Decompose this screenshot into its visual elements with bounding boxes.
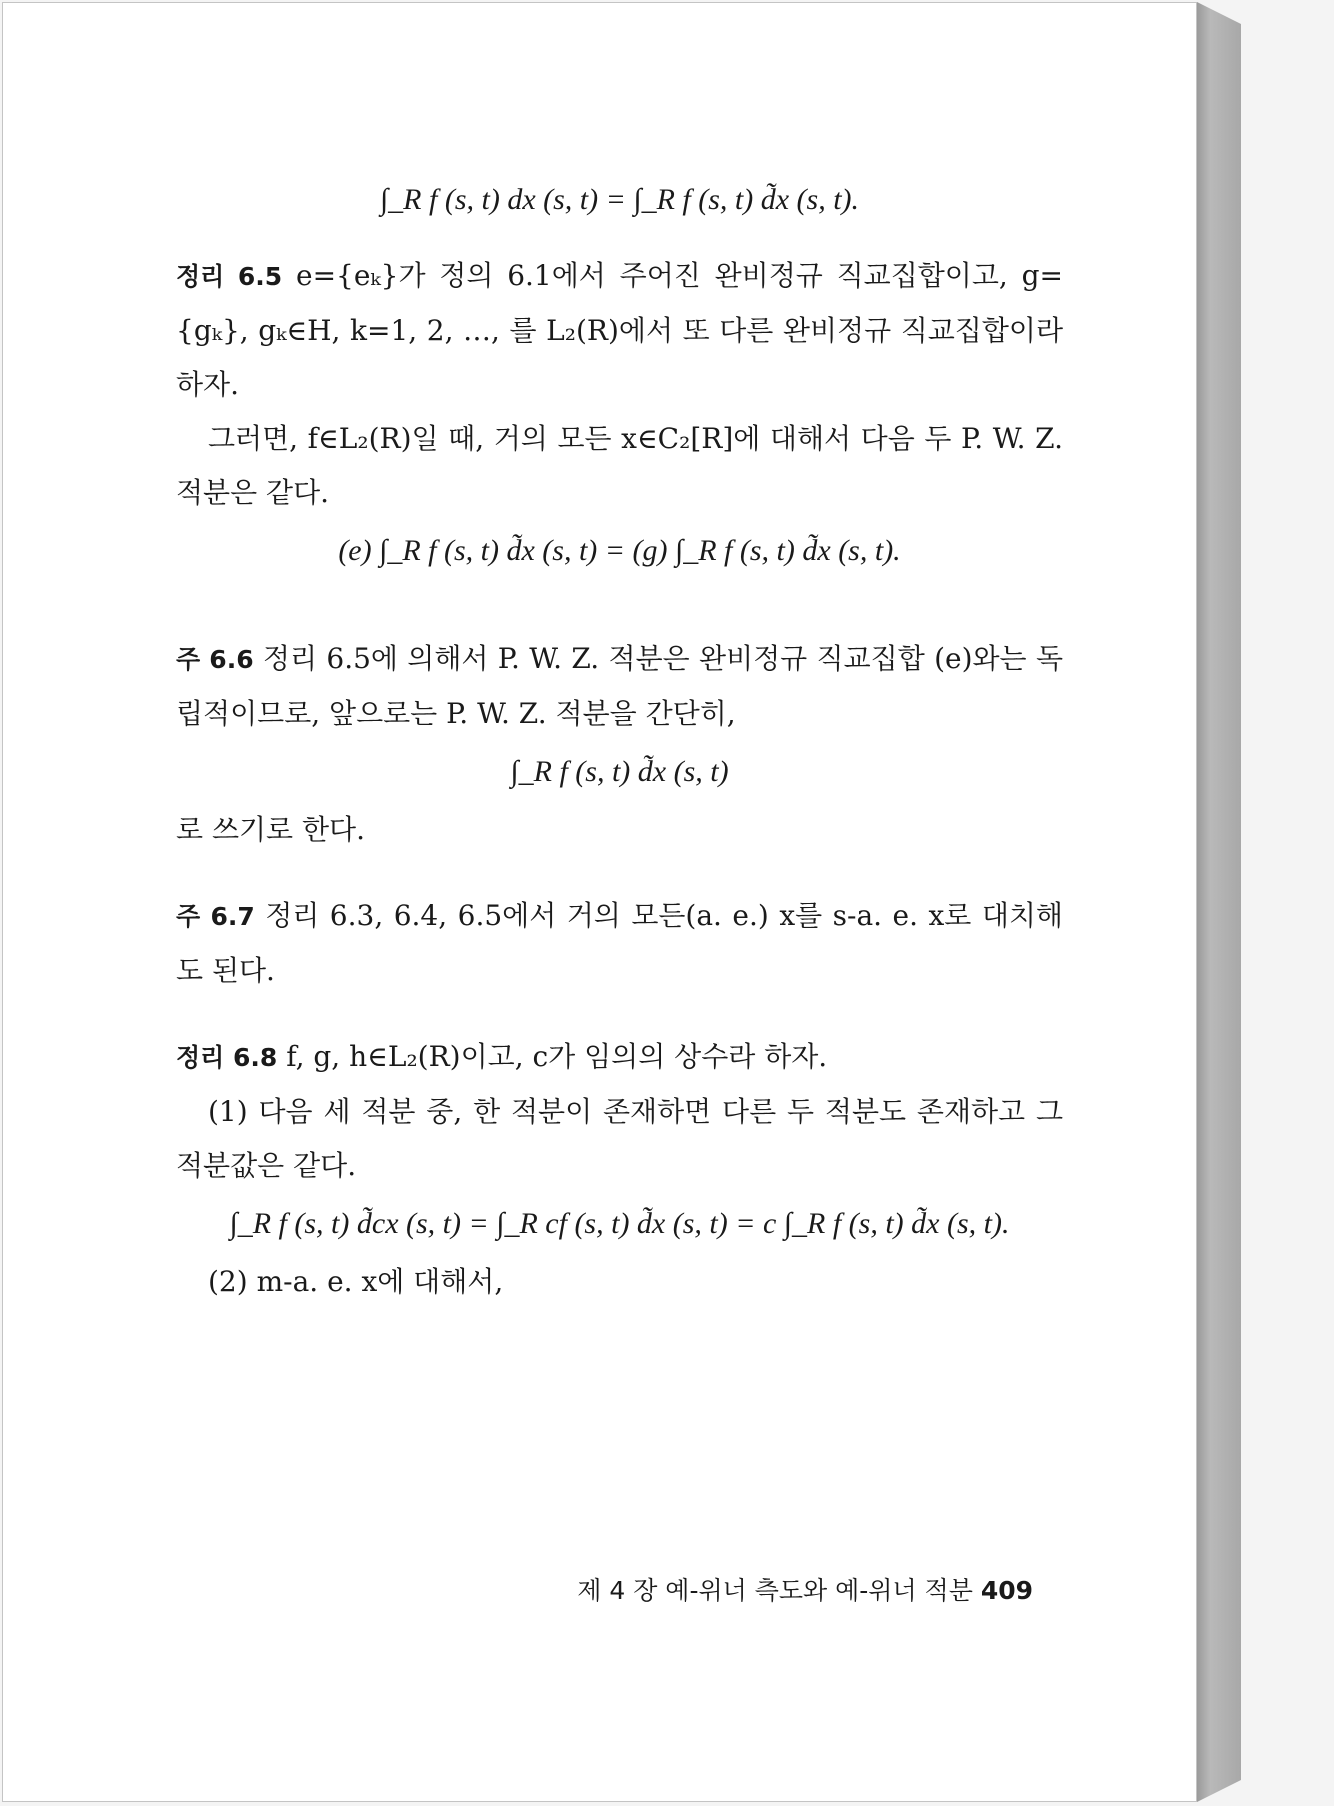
theorem-label: 정리 6.5	[176, 262, 283, 291]
theorem-6-8-item-1: (1) 다음 세 적분 중, 한 적분이 존재하면 다른 두 적분도 존재하고 그 적분값은 같다.	[176, 1095, 1063, 1182]
page-stack-edge	[1197, 2, 1241, 1802]
note-6-6-after: 로 쓰기로 한다.	[176, 813, 365, 846]
equation-3: ∫_R f (s, t) d̃x (s, t)	[510, 755, 729, 788]
equation-4: ∫_R f (s, t) d̃cx (s, t) = ∫_R cf (s, t) d̃x (s, t) = c ∫_R f (s, t) d̃x (s, t).	[229, 1207, 1010, 1240]
theorem-body: e={eₖ}가 정의 6.1에서 주어진 완비정규 직교집합이고, g={gₖ}, gₖ∈H, k=1, 2, …, 를 L₂(R)에서 또 다른 완비정규 직교집합이라 하자.	[176, 259, 1063, 401]
note-label: 주 6.7	[176, 902, 255, 931]
page-footer	[523, 1571, 1033, 1607]
equation-1: ∫_R f (s, t) dx (s, t) = ∫_R f (s, t) d̃x (s, t).	[379, 183, 860, 216]
equation-2: (e) ∫_R f (s, t) d̃x (s, t) = (g) ∫_R f (s, t) d̃x (s, t).	[338, 534, 901, 567]
page-content	[176, 183, 1063, 1309]
note-6-7	[176, 889, 1063, 998]
theorem-6-5-continuation: 그러면, f∈L₂(R)일 때, 거의 모든 x∈C₂[R]에 대해서 다음 두 P. W. Z. 적분은 같다.	[176, 422, 1063, 509]
theorem-6-8-item-2: (2) m-a. e. x에 대해서,	[208, 1265, 504, 1298]
note-label: 주 6.6	[176, 645, 254, 674]
page-number: 409	[980, 1576, 1033, 1605]
chapter-title: 제 4 장 예-위너 측도와 예-위너 적분	[577, 1576, 973, 1605]
note-6-6	[176, 632, 1063, 741]
book-page	[2, 2, 1197, 1802]
theorem-body: f, g, h∈L₂(R)이고, c가 임의의 상수라 하자.	[277, 1040, 828, 1073]
note-body: 정리 6.3, 6.4, 6.5에서 거의 모든(a. e.) x를 s-a. e. x로 대치해도 된다.	[176, 899, 1063, 987]
theorem-6-8	[176, 1030, 1063, 1085]
theorem-6-5	[176, 249, 1063, 412]
theorem-label: 정리 6.8	[176, 1043, 278, 1072]
note-body: 정리 6.5에 의해서 P. W. Z. 적분은 완비정규 직교집합 (e)와는 독립적이므로, 앞으로는 P. W. Z. 적분을 간단히,	[176, 642, 1063, 730]
